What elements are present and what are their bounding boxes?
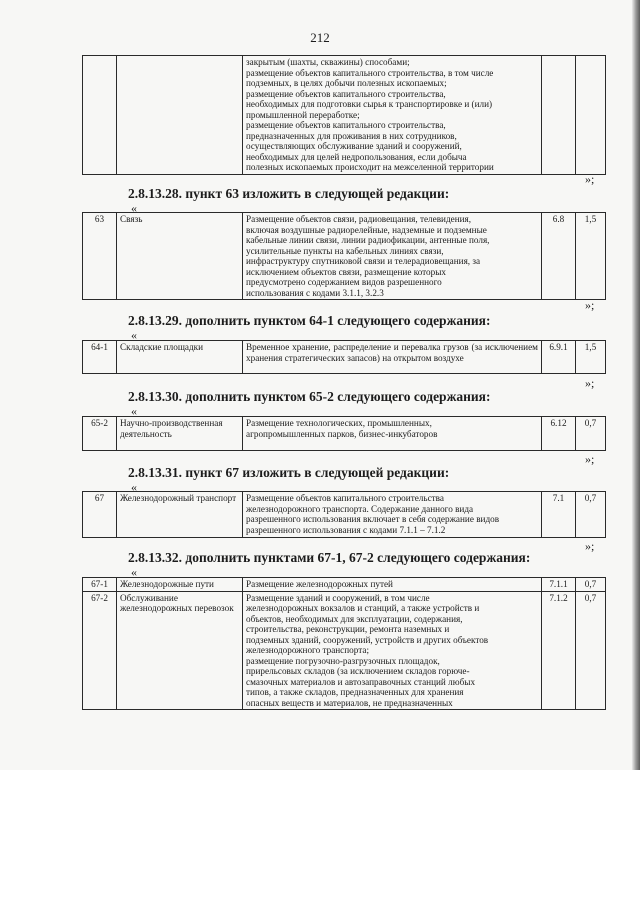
coef-cell: 0,7 [576,591,606,710]
table-row [83,578,606,592]
num-cell: 63 [83,213,117,300]
num-cell: 67 [83,492,117,538]
table-row [83,417,606,451]
name-cell: Обслуживание железнодорожных перевозок [117,591,243,710]
coef-cell: 1,5 [576,213,606,300]
table-row [83,591,606,710]
coef-cell: 1,5 [576,341,606,374]
description-cell: Размещение объектов связи, радиовещания, телевидения, включая воздушные радиорелейные, надземные и подземные кабельные линии связи, линии радиофикации, антенные поля, усилительные пункты на кабельных линиях связи, инфраструктуру спутниковой связи и телерадиовещания, за исключением объектов связи, размещение которых предусмотрено содержанием видов разрешенного использования с кодами 3.1.1, 3.2.3 [243,213,542,300]
opening-quote: « [131,565,137,579]
code-cell: 7.1 [542,492,576,538]
num-cell [83,56,117,175]
description-cell: Размещение технологических, промышленных, агропромышленных парков, бизнес-инкубаторов [243,417,542,451]
closing-quote: »; [585,452,595,466]
section-heading-32: 2.8.13.32. дополнить пунктами 67-1, 67-2 следующего содержания: [128,550,531,565]
description-cell: Размещение объектов капитального строительства железнодорожного транспорта. Содержание данного вида разрешенного использования включает в себя содержание видов разрешенного использования с кодами 7.1.1 – 7.1.2 [243,492,542,538]
code-cell: 7.1.1 [542,578,576,592]
table-row [83,56,606,175]
table-item-64-1 [82,340,606,374]
table-item-67 [82,491,606,538]
opening-quote: « [131,201,137,215]
coef-cell: 0,7 [576,492,606,538]
num-cell: 67-2 [83,591,117,710]
opening-quote: « [131,480,137,494]
name-cell: Складские площадки [117,341,243,374]
code-cell [542,56,576,175]
opening-quote: « [131,404,137,418]
name-cell: Железнодорожный транспорт [117,492,243,538]
section-heading-31: 2.8.13.31. пункт 67 изложить в следующей редакции: [128,465,450,480]
description-cell: закрытым (шахты, скважины) способами; размещение объектов капитального строительства, в том числе подземных, в целях добычи полезных ископаемых; размещение объектов капитального строительства, необходимых для подготовки сырья к транспортировке и (или) промышленной переработке; размещение объектов капитального строительства, предназначенных для проживания в них сотрудников, осуществляющих обслуживание зданий и сооружений, необходимых для целей недропользования, если добыча полезных ископаемых происходит на межселенной территории [243,56,542,175]
name-cell: Железнодорожные пути [117,578,243,592]
description-cell: Размещение зданий и сооружений, в том числе железнодорожных вокзалов и станций, а также устройств и объектов, необходимых для эксплуатации, содержания, строительства, реконструкции, ремонта наземных и подземных зданий, сооружений, устройств и других объектов железнодорожного транспорта; размещение погрузочно-разгрузочных площадок, прирельсовых складов (за исключением складов горюче- смазочных материалов и автозаправочных станций любых типов, а также складов, предназначенных для хранения опасных веществ и материалов, не предназначенных [243,591,542,710]
code-cell: 7.1.2 [542,591,576,710]
opening-quote: « [131,328,137,342]
description-cell: Размещение железнодорожных путей [243,578,542,592]
num-cell: 65-2 [83,417,117,451]
closing-quote: »; [585,539,595,553]
table-row [83,492,606,538]
num-cell: 67-1 [83,578,117,592]
page-number: 212 [310,30,330,45]
table-row [83,341,606,374]
closing-quote: »; [585,376,595,390]
name-cell: Научно-производственная деятельность [117,417,243,451]
table-items-67-1-67-2 [82,577,606,710]
description-cell: Временное хранение, распределение и перевалка грузов (за исключением хранения стратегических запасов) на открытом воздухе [243,341,542,374]
num-cell: 64-1 [83,341,117,374]
name-cell: Связь [117,213,243,300]
coef-cell: 0,7 [576,578,606,592]
section-heading-30: 2.8.13.30. дополнить пунктом 65-2 следующего содержания: [128,389,491,404]
name-cell [117,56,243,175]
coef-cell: 0,7 [576,417,606,451]
code-cell: 6.8 [542,213,576,300]
closing-quote: »; [585,172,595,186]
table-item-65-2 [82,416,606,451]
continuation-table [82,55,606,175]
table-item-63 [82,212,606,300]
coef-cell [576,56,606,175]
code-cell: 6.9.1 [542,341,576,374]
table-row [83,213,606,300]
section-heading-29: 2.8.13.29. дополнить пунктом 64-1 следующего содержания: [128,313,491,328]
code-cell: 6.12 [542,417,576,451]
closing-quote: »; [585,298,595,312]
section-heading-28: 2.8.13.28. пункт 63 изложить в следующей редакции: [128,186,450,201]
